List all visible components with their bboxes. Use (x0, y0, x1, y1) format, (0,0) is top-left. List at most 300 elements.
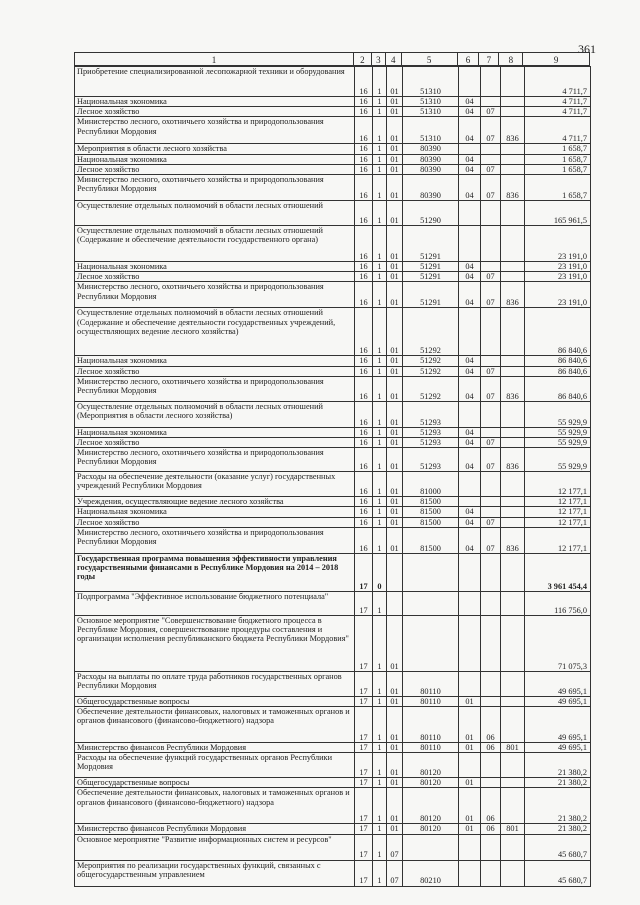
code-cell: 1 (373, 497, 387, 507)
amount-cell: 12 177,1 (525, 497, 591, 507)
code-cell: 16 (355, 164, 373, 174)
code-cell: 1 (373, 743, 387, 753)
code-cell: 01 (387, 707, 403, 743)
code-cell: 07 (481, 366, 501, 376)
code-cell: 1 (373, 427, 387, 437)
code-cell: 16 (355, 117, 373, 144)
row-name-cell: Лесное хозяйство (75, 366, 355, 376)
code-cell: 01 (459, 696, 481, 706)
code-cell: 04 (459, 448, 481, 472)
code-cell (481, 401, 501, 427)
table-row (75, 401, 591, 427)
code-cell (501, 497, 525, 507)
code-cell: 06 (481, 707, 501, 743)
header-cell: 1 (75, 53, 354, 65)
amount-cell: 4 711,7 (525, 67, 591, 97)
table-row (75, 707, 591, 743)
code-cell: 04 (459, 175, 481, 201)
code-cell (501, 591, 525, 615)
code-cell: 1 (373, 824, 387, 834)
header-cell: 8 (499, 53, 523, 65)
code-cell: 01 (387, 438, 403, 448)
code-cell (459, 753, 481, 778)
code-cell: 16 (355, 507, 373, 517)
amount-cell: 21 380,2 (525, 824, 591, 834)
code-cell (501, 696, 525, 706)
row-name-cell: Министерство лесного, охотничьего хозяйства и природопользования Республики Мордовия (75, 117, 355, 144)
code-cell: 1 (373, 272, 387, 282)
row-name-cell: Обеспечение деятельности финансовых, налоговых и таможенных органов и органов финансового (финансово-бюджетного) надзора (75, 788, 355, 824)
code-cell: 51292 (403, 356, 459, 366)
code-cell (481, 308, 501, 356)
code-cell: 1 (373, 282, 387, 308)
code-cell: 16 (355, 366, 373, 376)
code-cell (481, 144, 501, 154)
code-cell: 0 (373, 553, 387, 591)
code-cell: 01 (387, 507, 403, 517)
code-cell: 04 (459, 262, 481, 272)
code-cell: 1 (373, 366, 387, 376)
code-cell (481, 553, 501, 591)
code-cell: 80390 (403, 175, 459, 201)
amount-cell: 86 840,6 (525, 376, 591, 401)
code-cell (481, 262, 501, 272)
code-cell: 80390 (403, 164, 459, 174)
row-name-cell: Министерство лесного, охотничьего хозяйства и природопользования Республики Мордовия (75, 448, 355, 472)
amount-cell: 12 177,1 (525, 517, 591, 527)
code-cell: 01 (387, 272, 403, 282)
amount-cell: 55 929,9 (525, 448, 591, 472)
code-cell (459, 615, 481, 671)
code-cell: 51292 (403, 308, 459, 356)
amount-cell: 45 680,7 (525, 834, 591, 860)
code-cell: 16 (355, 282, 373, 308)
row-name-cell: Учреждения, осуществляющие ведение лесного хозяйства (75, 497, 355, 507)
code-cell: 16 (355, 472, 373, 497)
code-cell (501, 356, 525, 366)
code-cell: 16 (355, 356, 373, 366)
code-cell (501, 164, 525, 174)
table-row (75, 743, 591, 753)
code-cell: 1 (373, 615, 387, 671)
table-row (75, 154, 591, 164)
code-cell: 51310 (403, 107, 459, 117)
amount-cell: 23 191,0 (525, 226, 591, 262)
code-cell: 01 (387, 175, 403, 201)
code-cell: 01 (387, 527, 403, 553)
code-cell: 01 (459, 707, 481, 743)
code-cell (501, 67, 525, 97)
code-cell: 1 (373, 438, 387, 448)
code-cell (481, 507, 501, 517)
header-cell: 9 (553, 55, 559, 65)
table-row (75, 67, 591, 97)
code-cell: 801 (501, 743, 525, 753)
row-name-cell: Лесное хозяйство (75, 272, 355, 282)
code-cell: 1 (373, 226, 387, 262)
code-cell (501, 860, 525, 886)
code-cell (481, 67, 501, 97)
row-name-cell: Национальная экономика (75, 427, 355, 437)
code-cell: 51290 (403, 201, 459, 226)
row-name-cell: Министерство финансов Республики Мордовия (75, 743, 355, 753)
amount-cell: 49 695,1 (525, 707, 591, 743)
code-cell: 04 (459, 97, 481, 107)
code-cell (501, 438, 525, 448)
code-cell (501, 517, 525, 527)
row-name-cell: Общегосударственные вопросы (75, 696, 355, 706)
amount-cell: 1 658,7 (525, 164, 591, 174)
code-cell: 17 (355, 671, 373, 696)
code-cell: 01 (387, 356, 403, 366)
code-cell: 04 (459, 438, 481, 448)
code-cell: 836 (501, 282, 525, 308)
amount-cell: 55 929,9 (525, 401, 591, 427)
code-cell: 04 (459, 107, 481, 117)
code-cell: 01 (387, 427, 403, 437)
code-cell: 01 (387, 778, 403, 788)
code-cell: 01 (387, 282, 403, 308)
table-row (75, 671, 591, 696)
code-cell: 01 (387, 517, 403, 527)
code-cell (501, 401, 525, 427)
code-cell: 1 (373, 778, 387, 788)
code-cell: 01 (387, 226, 403, 262)
code-cell: 04 (459, 272, 481, 282)
code-cell: 836 (501, 448, 525, 472)
code-cell: 17 (355, 860, 373, 886)
code-cell: 16 (355, 97, 373, 107)
amount-cell: 55 929,9 (525, 438, 591, 448)
table-body (75, 67, 591, 887)
code-cell: 1 (373, 517, 387, 527)
code-cell: 1 (373, 262, 387, 272)
code-cell (481, 753, 501, 778)
code-cell: 17 (355, 591, 373, 615)
code-cell: 51310 (403, 97, 459, 107)
code-cell: 01 (387, 201, 403, 226)
table-row (75, 226, 591, 262)
code-cell: 80110 (403, 743, 459, 753)
amount-cell: 4 711,7 (525, 97, 591, 107)
code-cell: 51292 (403, 376, 459, 401)
code-cell: 51291 (403, 282, 459, 308)
code-cell: 836 (501, 117, 525, 144)
amount-cell: 1 658,7 (525, 175, 591, 201)
table-row (75, 427, 591, 437)
table-row (75, 834, 591, 860)
code-cell: 16 (355, 517, 373, 527)
table-row (75, 507, 591, 517)
code-cell: 51291 (403, 272, 459, 282)
code-cell (501, 308, 525, 356)
table-row (75, 591, 591, 615)
code-cell: 17 (355, 778, 373, 788)
table-row (75, 753, 591, 778)
code-cell: 80120 (403, 788, 459, 824)
amount-cell: 3 961 454,4 (525, 553, 591, 591)
table-header (74, 52, 590, 66)
code-cell (387, 591, 403, 615)
table-row (75, 308, 591, 356)
code-cell: 81000 (403, 472, 459, 497)
code-cell: 16 (355, 497, 373, 507)
code-cell: 07 (481, 164, 501, 174)
row-name-cell: Министерство лесного, охотничьего хозяйства и природопользования Республики Мордовия (75, 376, 355, 401)
code-cell: 04 (459, 366, 481, 376)
code-cell: 07 (387, 834, 403, 860)
amount-cell: 1 658,7 (525, 144, 591, 154)
header-cell: 2 (354, 53, 372, 65)
row-name-cell: Осуществление отдельных полномочий в области лесных отношений (Содержание и обеспечение деятельности государственного органа) (75, 226, 355, 262)
row-name-cell: Осуществление отдельных полномочий в области лесных отношений (Содержание и обеспечение деятельности государственных учреждений, осуществляющих ведение лесного хозяйства) (75, 308, 355, 356)
row-name-cell: Министерство лесного, охотничьего хозяйства и природопользования Республики Мордовия (75, 527, 355, 553)
table-row (75, 117, 591, 144)
row-name-cell: Национальная экономика (75, 154, 355, 164)
amount-cell: 21 380,2 (525, 788, 591, 824)
row-name-cell: Осуществление отдельных полномочий в области лесных отношений (Мероприятия в области лесного хозяйства) (75, 401, 355, 427)
amount-cell: 165 961,5 (525, 201, 591, 226)
table-row (75, 376, 591, 401)
code-cell (459, 497, 481, 507)
row-name-cell: Лесное хозяйство (75, 107, 355, 117)
code-cell: 17 (355, 707, 373, 743)
code-cell: 80120 (403, 824, 459, 834)
table-row (75, 788, 591, 824)
row-name-cell: Мероприятия в области лесного хозяйства (75, 144, 355, 154)
table-row (75, 282, 591, 308)
code-cell: 1 (373, 154, 387, 164)
code-cell: 01 (387, 696, 403, 706)
amount-cell: 4 711,7 (525, 117, 591, 144)
code-cell: 17 (355, 824, 373, 834)
code-cell (481, 154, 501, 164)
code-cell (459, 67, 481, 97)
table-row (75, 272, 591, 282)
code-cell (387, 553, 403, 591)
code-cell: 1 (373, 696, 387, 706)
amount-cell: 23 191,0 (525, 282, 591, 308)
row-name-cell: Основное мероприятие "Развитие информационных систем и ресурсов" (75, 834, 355, 860)
header-cell: 6 (458, 53, 480, 65)
code-cell (481, 427, 501, 437)
code-cell: 01 (387, 67, 403, 97)
code-cell (481, 226, 501, 262)
header-cell: 4 (386, 53, 402, 65)
code-cell: 07 (481, 438, 501, 448)
code-cell: 1 (373, 356, 387, 366)
code-cell: 80390 (403, 144, 459, 154)
code-cell: 01 (387, 472, 403, 497)
amount-cell: 12 177,1 (525, 472, 591, 497)
code-cell: 1 (373, 117, 387, 144)
code-cell (481, 497, 501, 507)
amount-cell: 21 380,2 (525, 753, 591, 778)
code-cell (403, 834, 459, 860)
code-cell (501, 834, 525, 860)
code-cell: 07 (481, 527, 501, 553)
code-cell: 16 (355, 272, 373, 282)
code-cell: 01 (387, 308, 403, 356)
code-cell: 1 (373, 401, 387, 427)
header-cell: 3 (372, 53, 386, 65)
code-cell (501, 788, 525, 824)
code-cell: 1 (373, 448, 387, 472)
code-cell: 16 (355, 376, 373, 401)
code-cell (501, 427, 525, 437)
header-cell: 7 (479, 53, 499, 65)
table-row (75, 438, 591, 448)
code-cell (403, 553, 459, 591)
code-cell: 07 (481, 117, 501, 144)
code-cell (481, 615, 501, 671)
code-cell: 01 (387, 107, 403, 117)
code-cell: 51293 (403, 427, 459, 437)
amount-cell: 23 191,0 (525, 262, 591, 272)
code-cell: 1 (373, 591, 387, 615)
table-row (75, 366, 591, 376)
code-cell (459, 553, 481, 591)
code-cell: 01 (387, 753, 403, 778)
code-cell: 81500 (403, 527, 459, 553)
amount-cell: 12 177,1 (525, 507, 591, 517)
code-cell (481, 201, 501, 226)
table-row (75, 144, 591, 154)
code-cell: 16 (355, 226, 373, 262)
code-cell: 01 (387, 401, 403, 427)
code-cell: 01 (387, 376, 403, 401)
row-name-cell: Министерство финансов Республики Мордовия (75, 824, 355, 834)
code-cell: 01 (387, 366, 403, 376)
code-cell: 1 (373, 707, 387, 743)
code-cell: 16 (355, 67, 373, 97)
code-cell (459, 401, 481, 427)
code-cell (501, 753, 525, 778)
code-cell (501, 553, 525, 591)
code-cell: 17 (355, 696, 373, 706)
table-row (75, 860, 591, 886)
code-cell (459, 201, 481, 226)
code-cell: 04 (459, 356, 481, 366)
code-cell: 04 (459, 164, 481, 174)
row-name-cell: Расходы на обеспечение функций государственных органов Республики Мордовия (75, 753, 355, 778)
code-cell (459, 308, 481, 356)
code-cell: 01 (387, 117, 403, 144)
code-cell: 16 (355, 427, 373, 437)
code-cell: 17 (355, 753, 373, 778)
code-cell (501, 366, 525, 376)
code-cell (481, 860, 501, 886)
table-row (75, 615, 591, 671)
code-cell: 17 (355, 834, 373, 860)
amount-cell: 4 711,7 (525, 107, 591, 117)
code-cell: 17 (355, 615, 373, 671)
code-cell: 1 (373, 527, 387, 553)
code-cell: 01 (387, 671, 403, 696)
code-cell: 16 (355, 262, 373, 272)
code-cell: 04 (459, 117, 481, 144)
amount-cell: 116 756,0 (525, 591, 591, 615)
code-cell: 51310 (403, 67, 459, 97)
amount-cell: 49 695,1 (525, 743, 591, 753)
code-cell: 51291 (403, 262, 459, 272)
code-cell: 01 (387, 164, 403, 174)
code-cell (459, 834, 481, 860)
code-cell: 80110 (403, 707, 459, 743)
table-row (75, 696, 591, 706)
row-name-cell: Лесное хозяйство (75, 517, 355, 527)
code-cell: 04 (459, 376, 481, 401)
row-name-cell: Расходы на обеспечение деятельности (оказание услуг) государственных учреждений Республики Мордовия (75, 472, 355, 497)
amount-cell: 23 191,0 (525, 272, 591, 282)
amount-cell: 49 695,1 (525, 696, 591, 706)
code-cell: 80120 (403, 778, 459, 788)
code-cell (501, 671, 525, 696)
code-cell (501, 262, 525, 272)
code-cell: 81500 (403, 497, 459, 507)
row-name-cell: Основное мероприятие "Совершенствование бюджетного процесса в Республике Мордовия, совершенствование процедуры составления и организации исполнения республиканского бюджета Республики Мордовия" (75, 615, 355, 671)
code-cell: 836 (501, 527, 525, 553)
code-cell: 51291 (403, 226, 459, 262)
code-cell: 1 (373, 788, 387, 824)
amount-cell: 12 177,1 (525, 527, 591, 553)
code-cell (481, 671, 501, 696)
code-cell: 17 (355, 553, 373, 591)
code-cell: 07 (481, 272, 501, 282)
code-cell (481, 356, 501, 366)
code-cell (459, 591, 481, 615)
code-cell (403, 615, 459, 671)
header-cell: 5 (402, 53, 458, 65)
code-cell: 16 (355, 175, 373, 201)
code-cell: 1 (373, 376, 387, 401)
code-cell: 16 (355, 527, 373, 553)
code-cell: 04 (459, 427, 481, 437)
code-cell: 51310 (403, 117, 459, 144)
code-cell: 17 (355, 788, 373, 824)
code-cell: 801 (501, 824, 525, 834)
row-name-cell: Мероприятия по реализации государственных функций, связанных с общегосударственным управлением (75, 860, 355, 886)
code-cell: 01 (387, 615, 403, 671)
row-name-cell: Приобретение специализированной лесопожарной техники и оборудования (75, 67, 355, 97)
code-cell: 16 (355, 154, 373, 164)
code-cell: 51292 (403, 366, 459, 376)
amount-cell: 71 075,3 (525, 615, 591, 671)
code-cell (501, 615, 525, 671)
code-cell: 04 (459, 154, 481, 164)
code-cell: 1 (373, 472, 387, 497)
code-cell: 04 (459, 517, 481, 527)
code-cell (501, 272, 525, 282)
code-cell: 01 (387, 497, 403, 507)
code-cell: 51293 (403, 448, 459, 472)
code-cell (403, 591, 459, 615)
code-cell: 01 (459, 778, 481, 788)
code-cell: 04 (459, 507, 481, 517)
amount-cell: 1 658,7 (525, 154, 591, 164)
code-cell: 06 (481, 743, 501, 753)
code-cell (459, 671, 481, 696)
code-cell: 80110 (403, 696, 459, 706)
code-cell: 01 (387, 824, 403, 834)
code-cell (501, 226, 525, 262)
code-cell: 04 (459, 282, 481, 308)
code-cell: 07 (481, 376, 501, 401)
table-row (75, 262, 591, 272)
row-name-cell: Осуществление отдельных полномочий в области лесных отношений (75, 201, 355, 226)
code-cell (501, 144, 525, 154)
code-cell (501, 507, 525, 517)
